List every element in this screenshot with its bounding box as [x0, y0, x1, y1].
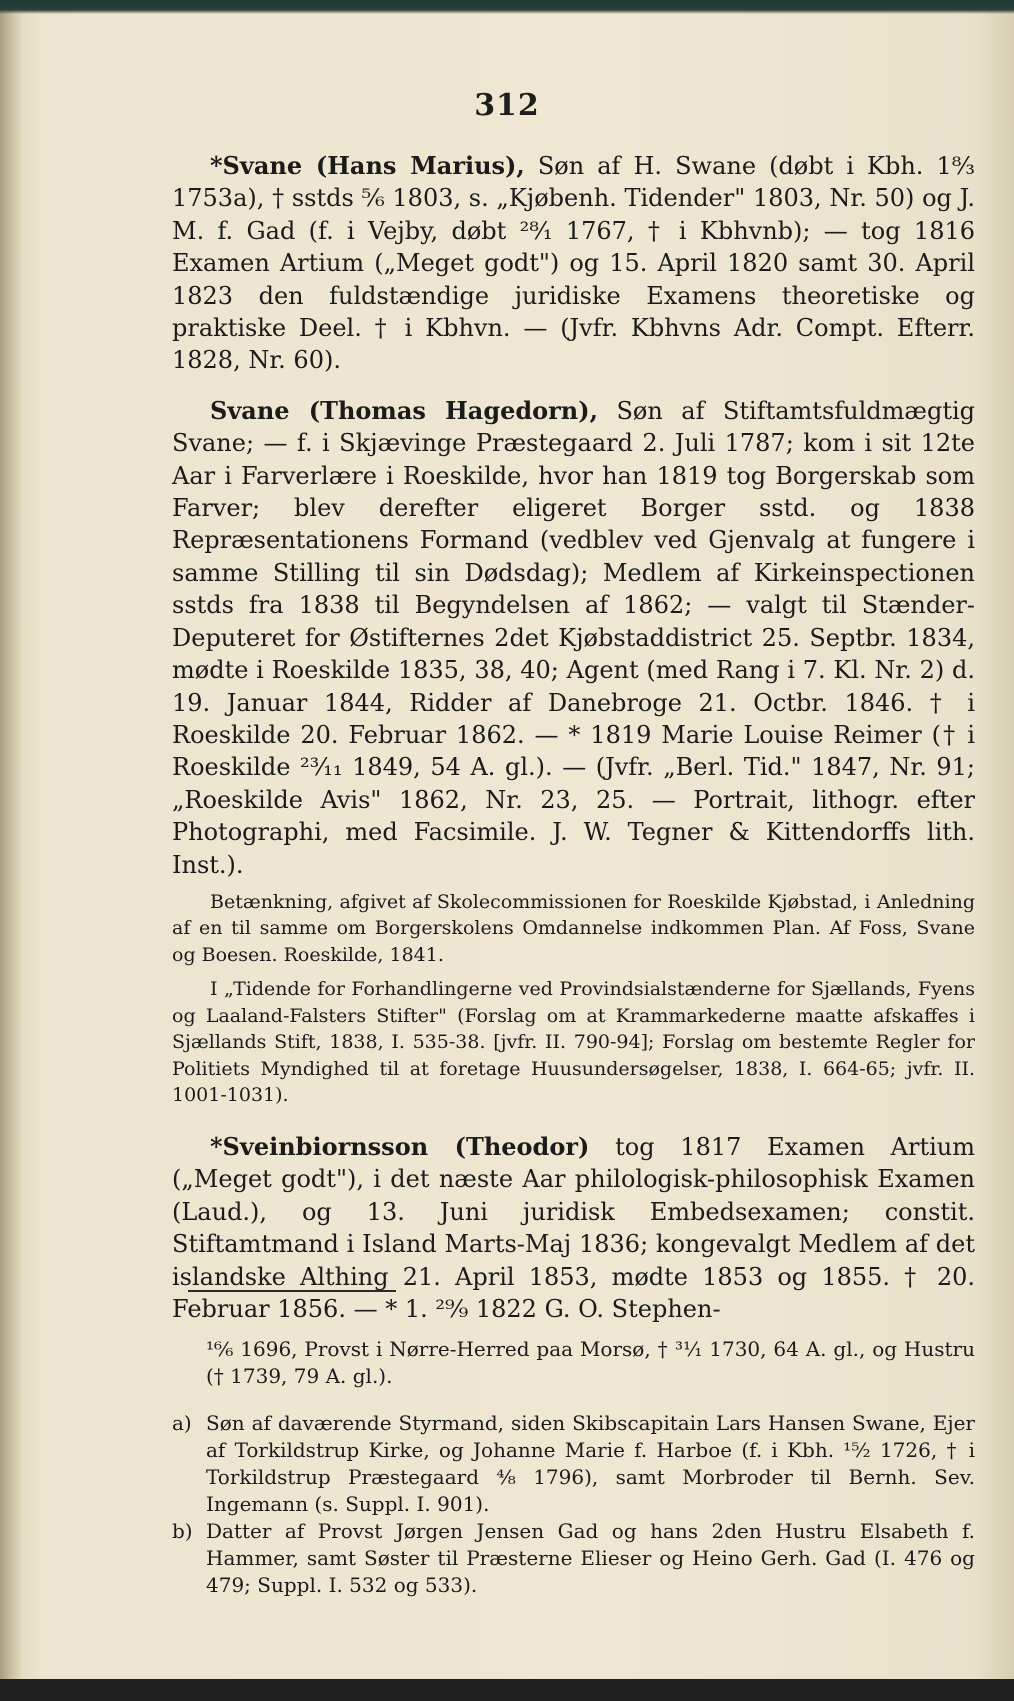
footnote-marker: a) [172, 1411, 192, 1435]
binding-shadow [0, 0, 22, 1701]
entry-heading: *Sveinbiornsson (Theodor) [210, 1131, 590, 1161]
entry-svane-thomas-hagedorn [172, 395, 975, 881]
entry-body: Søn af Stiftamtsfuldmægtig Svane; — f. i Skjævinge Præstegaard 2. Juli 1787; kom i sit 12te Aar i Farverlære i Roeskilde, hvor han 1819 tog Borgerskab som Farver; blev derefter eligeret Borger sstd. og 1838 Repræsentationens Formand (vedblev ved Gjenvalg at fungere i samme Stilling til sin Dødsdag); Medlem af Kirkeinspectionen sstds fra 1838 til Begyndelsen af 1862; — valgt til Stænder-Deputeret for Østifternes 2det Kjøbstaddistrict 25. Septbr. 1834, mødte i Roeskilde 1835, 38, 40; Agent (med Rang i 7. Kl. Nr. 2) d. 19. Januar 1844, Ridder af Danebroge 21. Octbr. 1846. † i Roeskilde 20. Februar 1862. — * 1819 Marie Louise Reimer († i Roeskilde ²³⁄₁₁ 1849, 54 A. gl.). — (Jvfr. „Berl. Tid." 1847, Nr. 91; „Roeskilde Avis" 1862, Nr. 23, 25. — Portrait, lithogr. efter Photographi, med Facsimile. J. W. Tegner & Kittendorffs lith. Inst.). [172, 396, 976, 879]
entry-svane-hans-marius [172, 150, 975, 377]
literature-item: Betænkning, afgivet af Skolecommissionen for Roeskilde Kjøbstad, i Anledning af en til samme om Borgerskolens Omdannelse indkommen Plan. Af Foss, Svane og Boesen. Roeskilde, 1841. [172, 890, 975, 966]
footnote-b [172, 1518, 975, 1599]
page-number: 312 [474, 88, 540, 123]
footnotes [172, 1316, 975, 1599]
footnote-rule [188, 1290, 396, 1292]
page-bottom-edge [0, 1679, 1014, 1701]
entry-heading: Svane (Thomas Hagedorn), [210, 395, 598, 425]
main-text [172, 150, 975, 1325]
footnote-text: Datter af Provst Jørgen Jensen Gad og hans 2den Hustru Elsabeth f. Hammer, samt Søster til Præsterne Elieser og Heino Gerh. Gad (I. 476 og 479; Suppl. I. 532 og 533). [206, 1519, 975, 1597]
entry-heading: *Svane (Hans Marius), [210, 151, 525, 180]
entry-sveinbiornsson-theodor [172, 1131, 975, 1325]
entry-body: tog 1817 Examen Artium („Meget godt"), i det næste Aar philologisk-philosophisk Examen (Laud.), og 13. Juni juridisk Embedsexamen; constit. Stiftamtmand i Island Marts-Maj 1836; kongevalgt Medlem af det islandske Althing 21. April 1853, mødte 1853 og 1855. † 20. Februar 1856. — * 1. ²⁹⁄₉ 1822 G. O. Stephen- [172, 1132, 976, 1323]
entry-body: Søn af H. Swane (døbt i Kbh. 1⁸⁄₃ 1753a), † sstds ⁵⁄₆ 1803, s. „Kjøbenh. Tidender" 1803, Nr. 50) og J. M. f. Gad (f. i Vejby, døbt ²⁸⁄₁ 1767, † i Kbhvnb); — tog 1816 Examen Artium („Meget godt") og 15. April 1820 samt 30. April 1823 den fuldstændige juridiske Examens theoretiske og praktiske Deel. † i Kbhvn. — (Jvfr. Kbhvns Adr. Compt. Efterr. 1828, Nr. 60). [172, 152, 976, 375]
footnote-continuation: ¹⁶⁄₆ 1696, Provst i Nørre-Herred paa Morsø, † ³¹⁄₁ 1730, 64 A. gl., og Hustru († 1739, 79 A. gl.). [206, 1337, 975, 1388]
footnote-marker: b) [172, 1519, 193, 1543]
page-top-edge [0, 0, 1014, 14]
literature-item: I „Tidende for Forhandlingerne ved Provindsialstænderne for Sjællands, Fyens og Laaland-Falsters Stifter" (Forslag om at Krammarkederne maatte afskaffes i Sjællands Stift, 1838, I. 535-38. [jvfr. II. 790-94]; Forslag om bestemte Regler for Politiets Myndighed til at foretage Huusundersøgelser, 1838, I. 664-65; jvfr. II. 1001-1031). [172, 978, 975, 1107]
footnote-text: Søn af daværende Styrmand, siden Skibscapitain Lars Hansen Swane, Ejer af Torkildstrup Kirke, og Johanne Marie f. Harboe (f. i Kbh. ¹⁵⁄₂ 1726, † i Torkildstrup Præstegaard ⁴⁄₈ 1796), samt Morbroder til Bernh. Sev. Ingemann (s. Suppl. I. 901). [206, 1411, 975, 1516]
footnote-a [172, 1410, 975, 1518]
